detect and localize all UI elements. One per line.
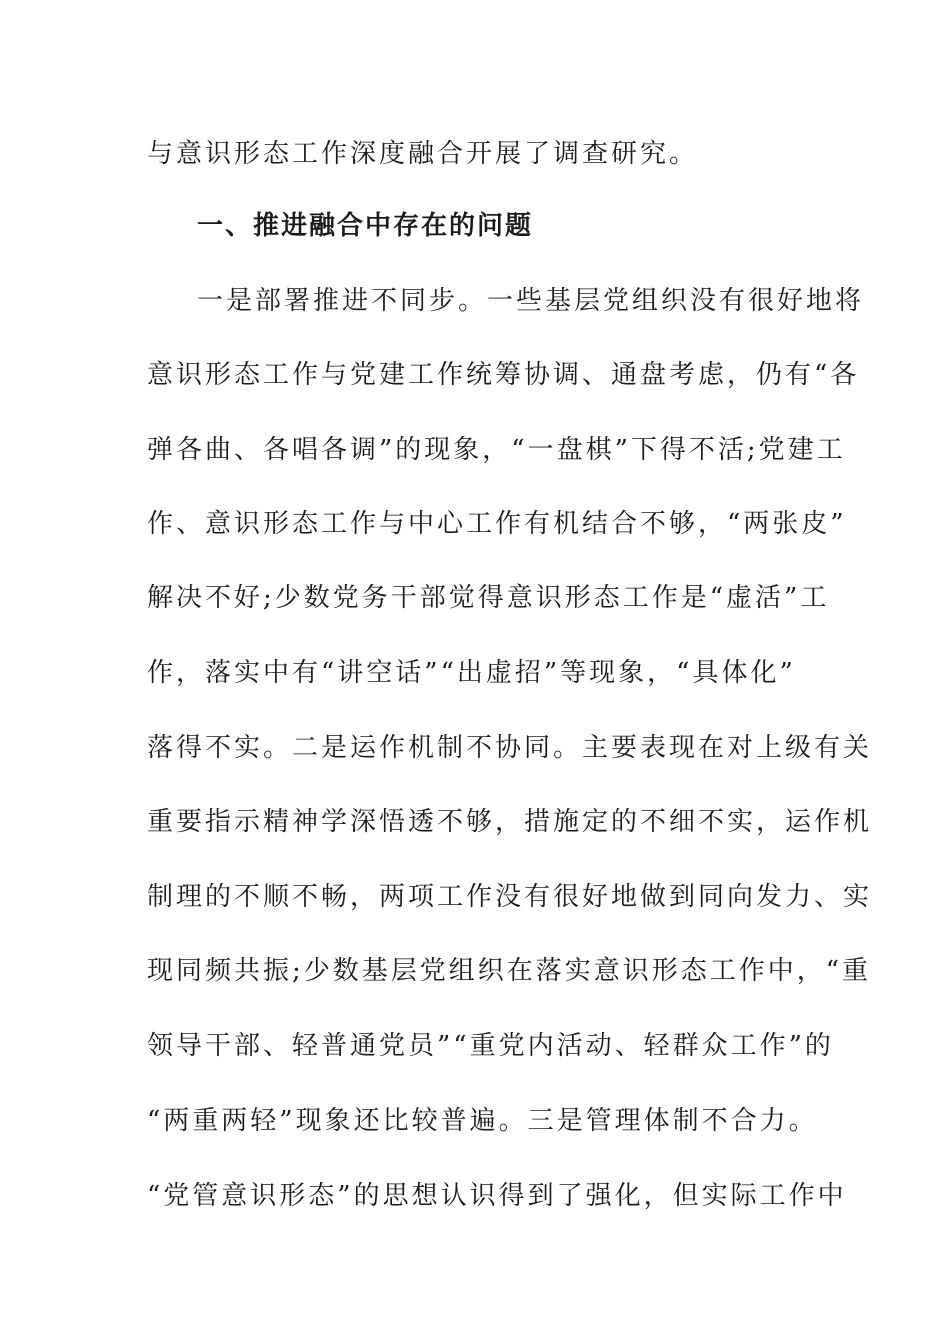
paragraph-line: 解决不好;少数党务干部觉得意识形态工作是“虚活”工 xyxy=(147,583,830,613)
paragraph-line: 与意识形态工作深度融合开展了调查研究。 xyxy=(147,139,699,169)
paragraph-line: “党管意识形态”的思想认识得到了强化，但实际工作中 xyxy=(147,1181,847,1211)
paragraph-line: 制理的不顺不畅，两项工作没有很好地做到同向发力、实 xyxy=(147,882,873,912)
paragraph-line: 弹各曲、各唱各调”的现象，“一盘棋”下得不活;党建工 xyxy=(147,435,846,465)
paragraph-line: 作、意识形态工作与中心工作有机结合不够，“两张皮” xyxy=(147,509,847,539)
paragraph-line: 现同频共振;少数基层党组织在落实意识形态工作中，“重 xyxy=(147,956,872,986)
paragraph-line: 重要指示精神学深悟透不够，措施定的不细不实，运作机 xyxy=(147,807,873,837)
paragraph-line: 意识形态工作与党建工作统筹协调、通盘考虑，仍有“各 xyxy=(147,360,860,390)
section-heading: 一、推进融合中存在的问题 xyxy=(197,211,534,241)
paragraph-line: 作，落实中有“讲空话”“出虚招”等现象，“具体化” xyxy=(147,658,796,688)
paragraph-line: 一是部署推进不同步。一些基层党组织没有很好地将 xyxy=(197,286,865,316)
paragraph-line: 领导干部、轻普通党员”“重党内活动、轻群众工作”的 xyxy=(147,1031,834,1061)
paragraph-line: 落得不实。二是运作机制不协同。主要表现在对上级有关 xyxy=(147,733,873,763)
paragraph-line: “两重两轻”现象还比较普遍。三是管理体制不合力。 xyxy=(147,1106,818,1136)
